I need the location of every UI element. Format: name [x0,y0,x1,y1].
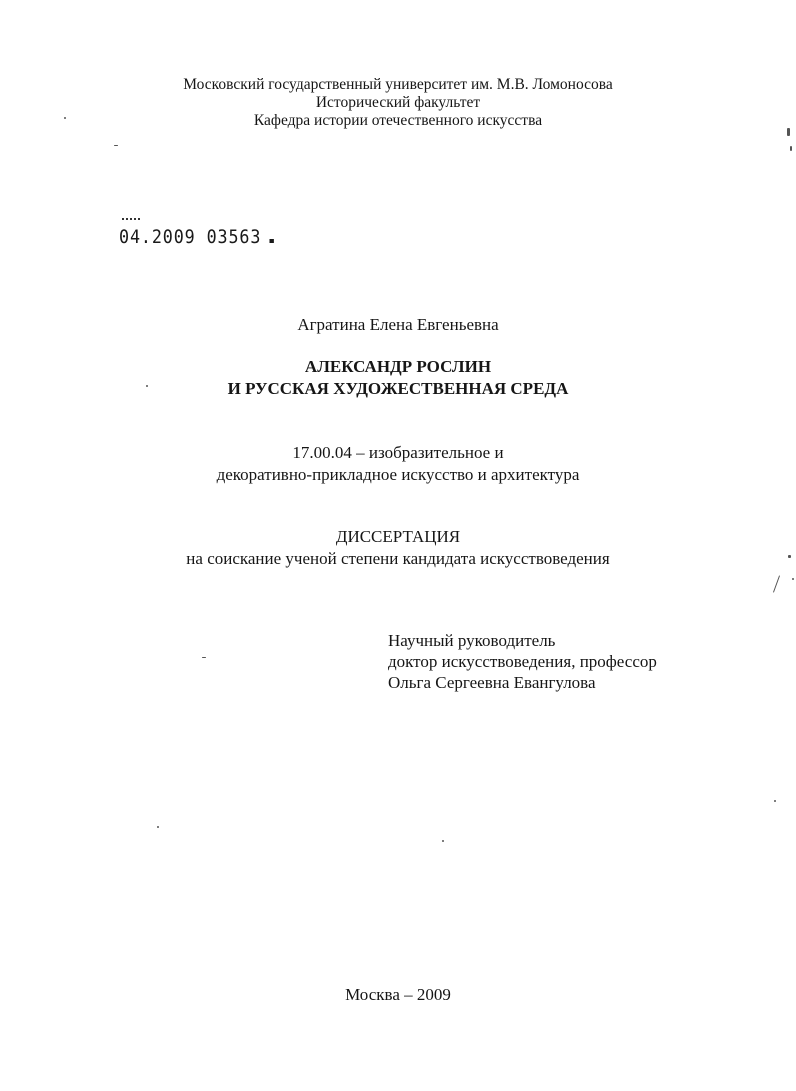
author-full-name: Агратина Елена Евгеньевна [297,315,499,334]
institution-header [0,76,796,130]
scan-speck [773,575,780,592]
place-and-year [0,985,796,1005]
scan-speck [774,800,776,802]
archive-stamp-mark [122,218,140,220]
scan-speck [442,840,444,842]
advisor-role: Научный руководитель [388,631,556,650]
scan-speck [792,578,794,580]
scan-speck [202,657,206,658]
advisor-degree: доктор искусствоведения, профессор [388,652,657,671]
scan-speck [157,826,159,828]
scan-speck [788,555,791,558]
archive-number: 04.2009 03563 [119,226,262,248]
faculty-name: Исторический факультет [315,94,481,111]
title-line-1: АЛЕКСАНДР РОСЛИН [304,357,492,376]
scan-speck [787,128,790,136]
department-name: Кафедра истории отечественного искусства [253,112,543,129]
scientific-advisor [388,630,657,693]
advisor-name: Ольга Сергеевна Евангулова [388,673,596,692]
dissertation-title [0,356,796,400]
specialty-line-2: декоративно-прикладное искусство и архитектура [216,465,580,484]
scan-speck [64,117,66,119]
author-name [0,315,796,335]
document-type [0,526,796,570]
place-year-text: Москва – 2009 [345,985,451,1004]
scan-speck [146,385,148,387]
title-line-2: И РУССКАЯ ХУДОЖЕСТВЕННАЯ СРЕДА [227,379,569,398]
scan-speck [114,145,118,146]
specialty [0,442,796,486]
specialty-line-1: 17.00.04 – изобразительное и [292,443,504,462]
university-name: Московский государственный университет им. М.В. Ломоносова [183,76,613,93]
degree-purpose: на соискание ученой степени кандидата искусствоведения [186,549,610,568]
document-type-label: ДИССЕРТАЦИЯ [335,527,461,546]
scan-speck [790,146,792,151]
